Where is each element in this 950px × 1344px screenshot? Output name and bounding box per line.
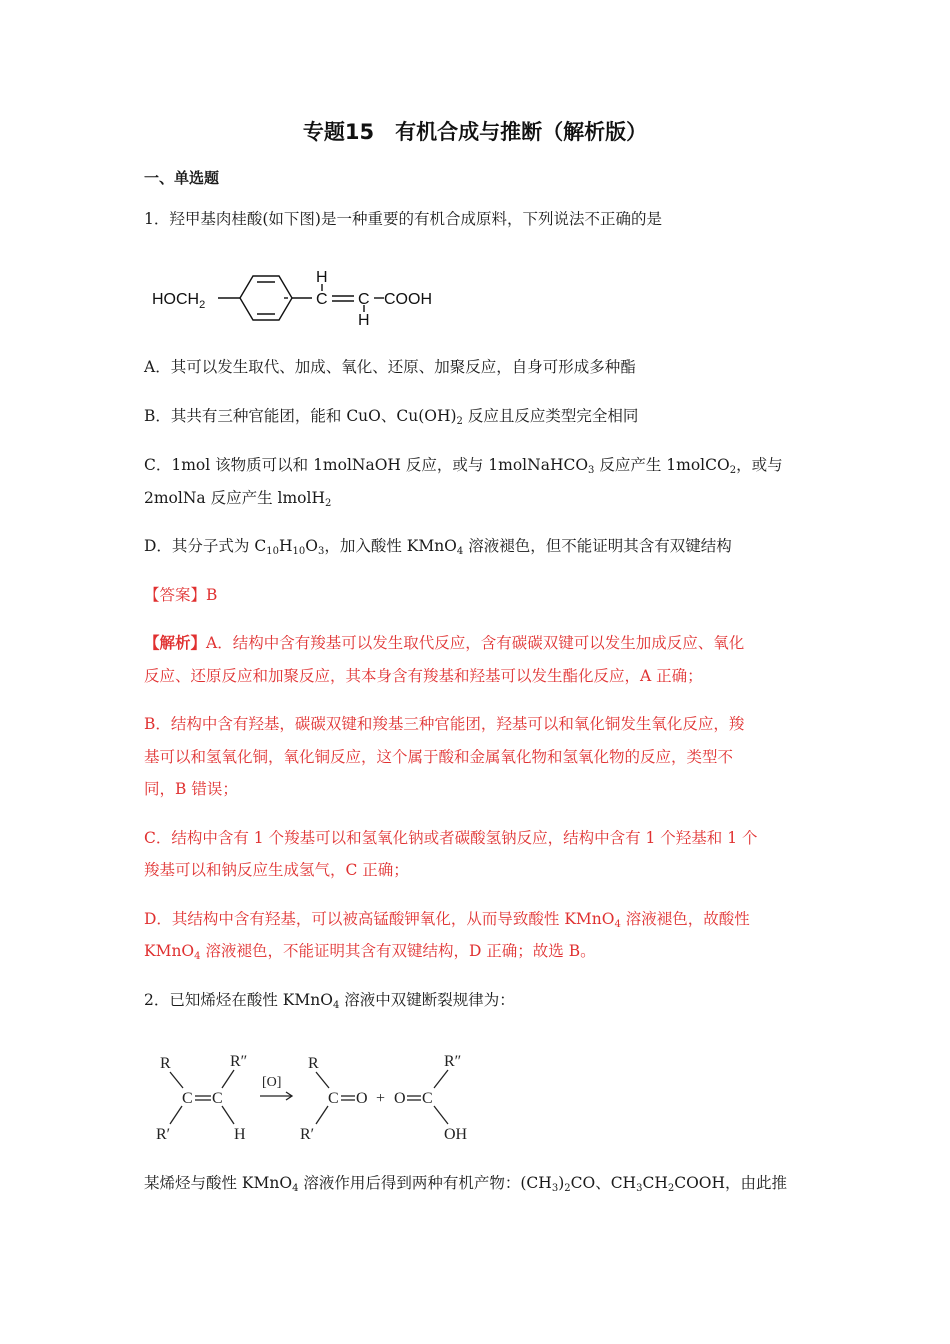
alkene-carbon-1: C <box>316 291 328 308</box>
analysis-b-line-3: 同，B 错误； <box>144 780 238 798</box>
alkene-cleavage-reaction <box>150 1046 480 1146</box>
section-heading: 一、单选题 <box>144 169 220 187</box>
plus-sign: + <box>376 1090 386 1107</box>
question-2-continuation: 某烯烃与酸性 KMnO$_4$ 溶液作用后得到两种有机产物：$(CH_3)_2CO$、$CH_3CH_2COOH$，由此推 <box>144 1174 788 1194</box>
product-1-r: R <box>308 1055 319 1072</box>
h-top: H <box>316 269 328 286</box>
h-bottom: H <box>358 312 370 328</box>
option-c-line-2: 2molNa 反应产生 lmolH$_2$ <box>144 489 332 509</box>
analysis-label: 【解析】 <box>144 633 207 652</box>
product-1-r-prime: R′ <box>300 1126 315 1143</box>
analysis-a-line-2: 反应、还原反应和加聚反应，其本身含有羧基和羟基可以发生酯化反应，A 正确； <box>144 667 703 685</box>
analysis-d-line-1: D．其结构中含有羟基，可以被高锰酸钾氧化，从而导致酸性 KMnO$_4$ 溶液褪色，故酸性 <box>144 910 750 930</box>
product-1-oxygen: O <box>356 1090 368 1107</box>
analysis-c-line-1: C．结构中含有 1 个羧基可以和氢氧化钠或者碳酸氢钠反应，结构中含有 1 个羟基和 1 个 <box>144 829 758 847</box>
page-title: 专题15 有机合成与推断（解析版） <box>302 120 648 144</box>
hydroxymethyl-cinnamic-acid-structure <box>150 268 450 328</box>
cooh-group: COOH <box>384 291 432 308</box>
analysis-b-line-2: 基可以和氢氧化铜，氧化铜反应，这个属于酸和金属氧化物和氢氧化物的反应，类型不 <box>144 748 734 766</box>
reactant-carbon-2: C <box>212 1090 223 1107</box>
reactant-r-prime: R′ <box>156 1126 171 1143</box>
product-2-r-double-prime: R″ <box>444 1053 462 1070</box>
analysis-d-line-2: KMnO$_4$ 溶液褪色，不能证明其含有双键结构，D 正确；故选 B。 <box>144 942 596 962</box>
answer: 【答案】B <box>144 586 218 604</box>
reactant-r: R <box>160 1055 171 1072</box>
oxidant-label: [O] <box>262 1075 282 1090</box>
option-c-line-1: C．1mol 该物质可以和 1molNaOH 反应，或与 1molNaHCO$_3$ 反应产生 1molCO$_2$，或与 <box>144 456 783 476</box>
option-d: D．其分子式为 $C_{10}H_{10}O_3$，加入酸性 KMnO$_4$ 溶液褪色，但不能证明其含有双键结构 <box>144 537 732 557</box>
hoch2-group: $HOCH_2$ <box>152 291 206 311</box>
product-2-oxygen: O <box>394 1090 406 1107</box>
reactant-h: H <box>234 1126 246 1143</box>
option-a: A．其可以发生取代、加成、氧化、还原、加聚反应，自身可形成多种酯 <box>144 358 636 376</box>
product-2-oh: OH <box>444 1126 468 1143</box>
analysis-b-line-1: B．结构中含有羟基，碳碳双键和羧基三种官能团，羟基可以和氧化铜发生氧化反应，羧 <box>144 715 745 733</box>
question-2-stem: 2．已知烯烃在酸性 KMnO$_4$ 溶液中双键断裂规律为： <box>144 991 515 1011</box>
option-b: B．其共有三种官能团，能和 CuO、$Cu(OH)_2$ 反应且反应类型完全相同 <box>144 407 639 427</box>
product-2-carbon: C <box>422 1090 433 1107</box>
product-1-carbon: C <box>328 1090 339 1107</box>
question-1-stem: 1．羟甲基肉桂酸(如下图)是一种重要的有机合成原料，下列说法不正确的是 <box>144 210 662 228</box>
analysis-a-line-1: 【解析】A．结构中含有羧基可以发生取代反应，含有碳碳双键可以发生加成反应、氧化 <box>144 633 745 652</box>
reactant-carbon-1: C <box>182 1090 193 1107</box>
alkene-carbon-2: C <box>358 291 370 308</box>
analysis-c-line-2: 羧基可以和钠反应生成氢气，C 正确； <box>144 861 409 879</box>
reactant-r-double-prime: R″ <box>230 1053 248 1070</box>
